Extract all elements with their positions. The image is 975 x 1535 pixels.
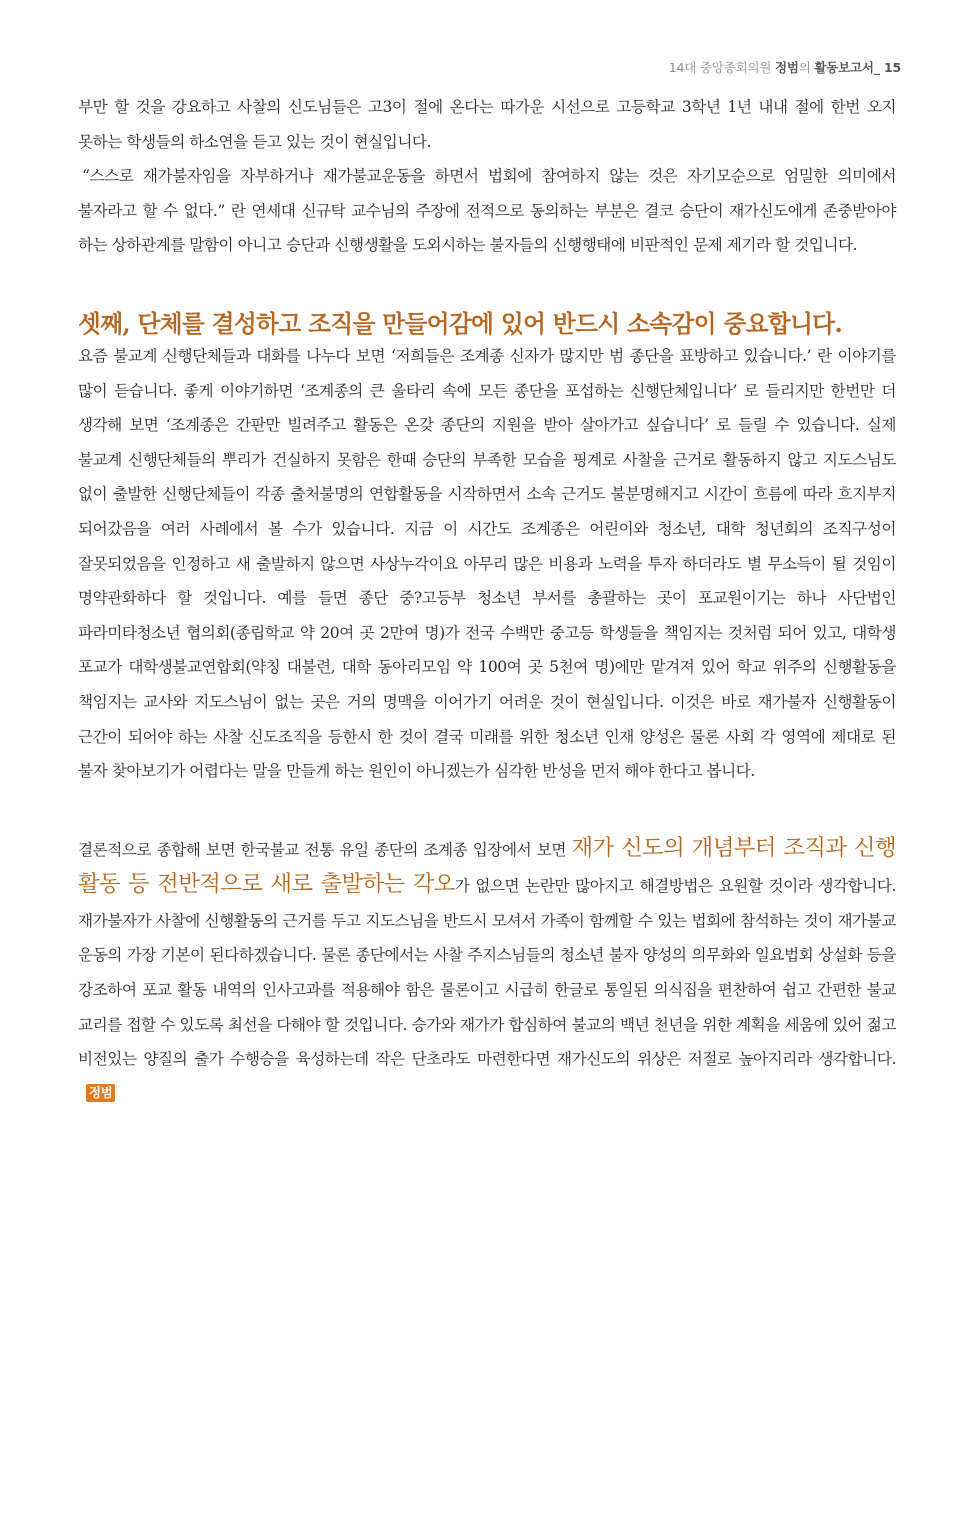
paragraph-2: “스스로 재가불자임을 자부하거나 재가불교운동을 하면서 법회에 참여하지 않는 것은 자기모순으로 엄밀한 의미에서 불자라고 할 수 없다.” 란 연세대 신규탁 교수님의 주장에 전적으로 동의하는 부분은 결코 승단이 재가신도에게 존중받아야 하는 상하관계를 말함이 아니고 승단과 신행생활을 도외시하는 불자들의 신행행태에 비판적인 문제 제기라 할 것입니다.: [78, 167, 896, 255]
paragraph-1: 부만 할 것을 강요하고 사찰의 신도님들은 고3이 절에 온다는 따가운 시선으로 고등학교 3학년 1년 내내 절에 한번 오지 못하는 학생들의 하소연을 듣고 있는 것이 현실입니다.: [78, 98, 896, 151]
header-author-name: 정범: [774, 60, 799, 75]
header-report-title: 활동보고서: [814, 60, 874, 75]
paragraph-gap: [78, 789, 896, 831]
header-prefix: 14대 중앙종회의원: [668, 60, 775, 75]
author-badge: 정범: [86, 1084, 115, 1102]
paragraph-4: [78, 831, 896, 1112]
header-page-number: _ 15: [873, 60, 901, 75]
paragraph-4-rest: 가 없으면 논란만 많아지고 해결방법은 요원할 것이라 생각합니다. 재가불자가 사찰에 신행활동의 근거를 두고 지도스님을 반드시 모셔서 가족이 함께할 수 있는 법회에 참석하는 것이 재가불교 운동의 가장 기본이 된다하겠습니다. 물론 종단에서는 사찰 주지스님들의 청소년 불자 양성의 의무화와 일요법회 상설화 등을 강조하여 포교 활동 내역의 인사고과를 적용해야 함은 물론이고 시급히 한글로 통일된 의식집을 편찬하여 쉽고 간편한 불교 교리를 접할 수 있도록 최선을 다해야 할 것입니다. 승가와 재가가 합심하여 불교의 백년 천년을 위한 계획을 세움에 있어 젊고 비전있는 양질의 출가 수행승을 육성하는데 작은 단초라도 마련한다면 재가신도의 위상은 저절로 높아지리라 생각합니다.: [78, 877, 896, 1069]
section-heading: 셋째, 단체를 결성하고 조직을 만들어감에 있어 반드시 소속감이 중요합니다.: [78, 309, 843, 338]
paragraph-3: 요즘 불교계 신행단체들과 대화를 나누다 보면 ‘저희들은 조계종 신자가 많지만 범 종단을 표방하고 있습니다.’ 란 이야기를 많이 듣습니다. 좋게 이야기하면 ‘조계종의 큰 울타리 속에 모든 종단을 포섭하는 신행단체입니다’ 로 들리지만 한번만 더 생각해 보면 ‘조계종은 간판만 빌려주고 활동은 온갖 종단의 지원을 받아 살아가고 싶습니다’ 로 들릴 수 있습니다. 실제 불교계 신행단체들의 뿌리가 건실하지 못함은 한때 승단의 부족한 모습을 핑계로 사찰을 근거로 활동하지 않고 지도스님도 없이 출발한 신행단체들이 각종 출처불명의 연합활동을 시작하면서 소속 근거도 불분명해지고 시간이 흐름에 따라 흐지부지 되어갔음을 여러 사례에서 볼 수가 있습니다. 지금 이 시간도 조계종은 어린이와 청소년, 대학 청년회의 조직구성이 잘못되었음을 인정하고 새 출발하지 않으면 사상누각이요 아무리 많은 비용과 노력을 투자 하더라도 별 무소득이 될 것임이 명약관화하다 할 것입니다. 예를 들면 종단 중?고등부 청소년 부서를 총괄하는 곳이 포교원이기는 하나 사단법인 파라미타청소년 협의회(종립학교 약 20여 곳 2만여 명)가 전국 수백만 중고등 학생들을 책임지는 것처럼 되어 있고, 대학생 포교가 대학생불교연합회(약칭 대불련, 대학 동아리모임 약 100여 곳 5천여 명)에만 맡겨져 있어 학교 위주의 신행활동을 책임지는 교사와 지도스님이 없는 곳은 거의 명맥을 이어가기 어려운 것이 현실입니다. 이것은 바로 재가불자 신행활동이 근간이 되어야 하는 사찰 신도조직을 등한시 한 것이 결국 미래를 위한 청소년 인재 양성은 물론 사회 각 영역에 제대로 된 불자 찾아보기가 어렵다는 말을 만들게 하는 원인이 아니겠는가 심각한 반성을 먼저 해야 한다고 봅니다.: [78, 346, 896, 781]
header-mid: 의: [798, 60, 815, 75]
page-header: [669, 58, 901, 76]
paragraph-4-start: 결론적으로 종합해 보면 한국불교 전통 유일 종단의 조계종 입장에서 보면: [78, 840, 572, 859]
article-body: [78, 90, 896, 1111]
paragraph-4-emphasis: 재가 신도의 개념부터 조직과 신행 활동 등 전반적으로 새로 출발하는 각오: [78, 834, 896, 898]
